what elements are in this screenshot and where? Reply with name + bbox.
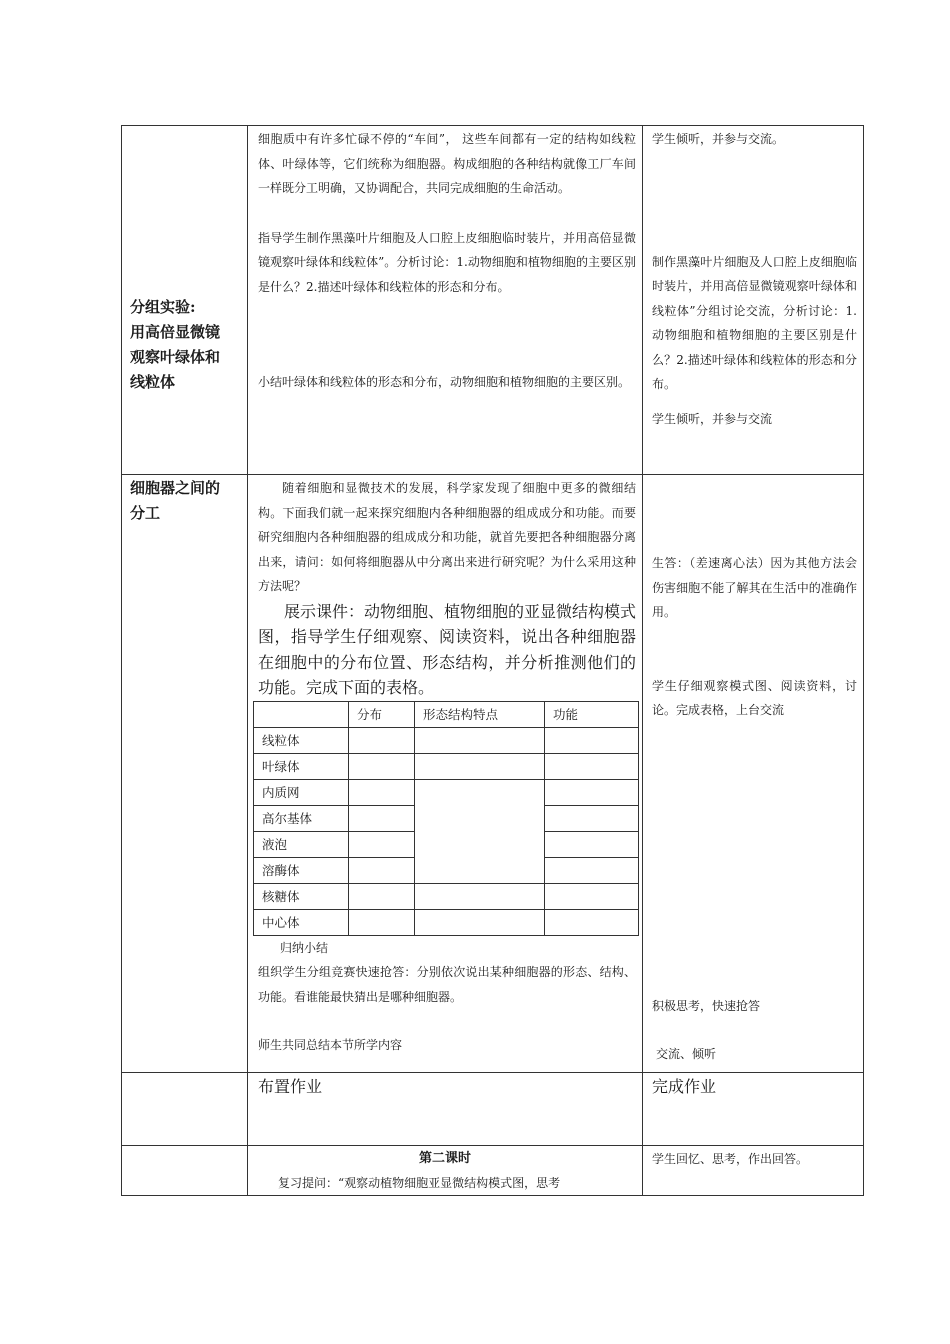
student-exchange-text: 交流、倾听: [656, 1047, 717, 1061]
row-label-line: 用高倍显微镜: [130, 323, 221, 341]
row-group-experiment: [122, 126, 864, 475]
table-cell: [545, 831, 639, 857]
organelle-name: 叶绿体: [254, 753, 349, 779]
second-lesson-title: 第二课时: [418, 1151, 471, 1166]
student-activity-cell: [643, 1073, 864, 1146]
table-header-cell: 分布: [349, 701, 415, 727]
table-cell: [415, 727, 545, 753]
student-activity-cell: [643, 1146, 864, 1196]
table-row: [254, 883, 639, 909]
lesson-plan-table: [121, 125, 864, 1196]
table-cell: [545, 857, 639, 883]
table-cell: [545, 883, 639, 909]
organelle-name: 溶酶体: [254, 857, 349, 883]
row-division: [122, 475, 864, 1073]
student-listen-text: 学生倾听，并参与交流。: [652, 132, 785, 146]
organelle-name: 核糖体: [254, 883, 349, 909]
table-cell: [545, 727, 639, 753]
table-cell: [349, 753, 415, 779]
organelle-table-header: [254, 701, 639, 727]
table-cell: [545, 805, 639, 831]
table-cell: [415, 909, 545, 935]
row-label-line: 分工: [130, 504, 161, 522]
row-label-line: 线粒体: [130, 373, 176, 391]
student-make-text: 制作黑藻叶片细胞及人口腔上皮细胞临时装片，并用高倍显微镜观察叶绿体和线粒体”分组讨论交流，分析讨论：1.动物细胞和植物细胞的主要区别是什么？2.描述叶绿体和线粒体的形态和分布。: [652, 254, 857, 391]
teacher-intro-text: 随着细胞和显微技术的发展，科学家发现了细胞中更多的微细结构。下面我们就一起来探究细胞内各种细胞器的组成成分和功能。而要研究细胞内各种细胞器的组成成分和功能，就首先要把各种细胞器分离出来，请问：如何将细胞器从中分离出来进行研究呢？为什么采用这种方法呢？: [258, 481, 636, 593]
student-answer-text: 生答：（差速离心法）因为其他方法会伤害细胞不能了解其在生活中的准确作用。: [652, 556, 857, 619]
table-cell: [349, 805, 415, 831]
organelle-name: 液泡: [254, 831, 349, 857]
conclude-text: 归纳小结: [280, 940, 329, 955]
teacher-courseware-text: 展示课件：动物细胞、植物细胞的亚显微结构模式图，指导学生仔细观察、阅读资料，说出各种细胞器在细胞中的分布位置、形态结构，并分析推测他们的功能。完成下面的表格。: [258, 601, 637, 697]
table-merged-cell: [415, 779, 545, 883]
table-row: [254, 753, 639, 779]
student-activity-cell: [643, 126, 864, 475]
table-row: [254, 727, 639, 753]
student-activity-cell: [643, 475, 864, 1073]
teacher-activity-cell: [248, 1073, 643, 1146]
table-cell: [545, 909, 639, 935]
review-question-text: 复习提问：“观察动植物细胞亚显微结构模式图，思考: [278, 1176, 561, 1190]
teacher-summary-text: 小结叶绿体和线粒体的形态和分布，动物细胞和植物细胞的主要区别。: [258, 375, 631, 389]
teacher-summary-text: 师生共同总结本节所学内容: [258, 1038, 403, 1052]
table-header-cell: 功能: [545, 701, 639, 727]
organelle-name: 内质网: [254, 779, 349, 805]
organelle-table: [253, 701, 639, 936]
table-cell: [415, 883, 545, 909]
row-label-cell: [122, 1146, 248, 1196]
table-cell: [349, 857, 415, 883]
organelle-name: 中心体: [254, 909, 349, 935]
table-cell: [349, 831, 415, 857]
homework-complete-text: 完成作业: [652, 1077, 717, 1096]
student-observe-text: 学生仔细观察模式图、阅读资料，讨论。完成表格，上台交流: [652, 678, 857, 717]
row-label-line: 观察叶绿体和: [130, 348, 221, 366]
student-listen-text: 学生倾听，并参与交流: [652, 411, 773, 426]
row-label-line: 细胞器之间的: [130, 479, 221, 497]
table-header-cell: 形态结构特点: [415, 701, 545, 727]
table-cell: [415, 753, 545, 779]
row-label-cell: [122, 475, 248, 1073]
organelle-name: 线粒体: [254, 727, 349, 753]
table-cell: [349, 883, 415, 909]
teacher-guide-text: 指导学生制作黑藻叶片细胞及人口腔上皮细胞临时装片，并用高倍显微镜观察叶绿体和线粒体”。分析讨论：1.动物细胞和植物细胞的主要区别是什么？2.描述叶绿体和线粒体的形态和分布。: [258, 230, 636, 294]
table-cell: [545, 779, 639, 805]
teacher-activity-cell: [248, 126, 643, 475]
teacher-activity-cell: [248, 1146, 643, 1196]
row-second-lesson: [122, 1146, 864, 1196]
table-row: [254, 779, 639, 805]
table-cell: [349, 727, 415, 753]
table-cell: [349, 909, 415, 935]
student-recall-text: 学生回忆、思考，作出回答。: [652, 1152, 809, 1166]
row-label-cell: [122, 1073, 248, 1146]
homework-assign-text: 布置作业: [258, 1077, 323, 1096]
table-header-cell: [254, 701, 349, 727]
teacher-contest-text: 组织学生分组竞赛快速抢答：分别依次说出某种细胞器的形态、结构、功能。看谁能最快猜出是哪种细胞器。: [258, 965, 636, 1004]
row-homework: [122, 1073, 864, 1146]
table-row: [254, 909, 639, 935]
row-label-cell: [122, 126, 248, 475]
teacher-intro-text: 细胞质中有许多忙碌不停的“车间”， 这些车间都有一定的结构如线粒体、叶绿体等，它们统称为细胞器。构成细胞的各种结构就像工厂车间一样既分工明确，又协调配合，共同完成细胞的生命活动。: [258, 132, 636, 195]
row-label-line: 分组实验:: [130, 298, 196, 316]
organelle-name: 高尔基体: [254, 805, 349, 831]
table-cell: [545, 753, 639, 779]
teacher-activity-cell: [248, 475, 643, 1073]
student-think-text: 积极思考，快速抢答: [652, 998, 761, 1013]
table-cell: [349, 779, 415, 805]
